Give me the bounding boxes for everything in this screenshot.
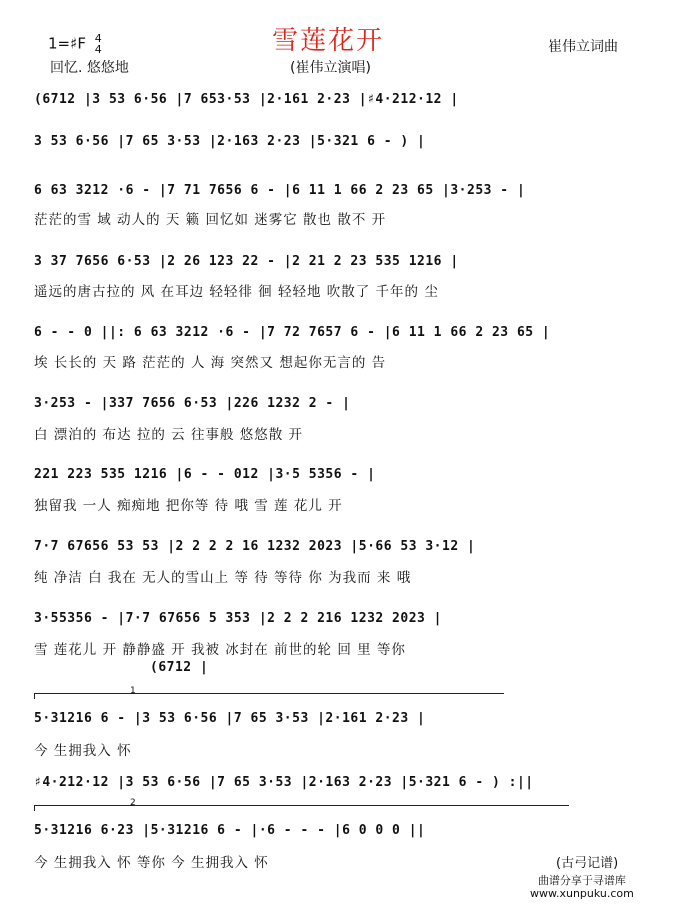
notation-line-1: (6712 |3 53 6·56 |7 653·53 |2·161 2·23 |♯4·212·12 |: [34, 92, 459, 107]
notation-credit: (古弓记谱): [556, 856, 619, 871]
volta-2-bracket: [34, 805, 569, 806]
footer-line-1: 曲谱分享于寻谱库: [537, 874, 626, 887]
volta-1-number: 1: [130, 686, 136, 696]
notation-line-12: 5·31216 6·23 |5·31216 6 - |·6 - - - |6 0 0 0 ||: [34, 823, 426, 838]
notation-pickup: (6712 |: [150, 660, 209, 675]
lyric-line-10: 今 生拥我入 怀: [34, 743, 132, 759]
notation-line-9: 3·55356 - |7·7 67656 5 353 |2 2 2 216 1232 2023 |: [34, 611, 443, 626]
lyric-line-6: 白 漂泊的 布达 拉的 云 往事般 悠悠散 开: [34, 427, 304, 443]
lyric-line-7: 独留我 一人 痴痴地 把你等 待 哦 雪 莲 花儿 开: [34, 498, 343, 514]
lyric-line-4: 遥远的唐古拉的 风 在耳边 轻轻徘 徊 轻轻地 吹散了 千年的 尘: [34, 284, 439, 300]
tempo-mood: 回忆. 悠悠地: [50, 60, 129, 76]
time-bottom: 4: [94, 43, 102, 56]
site-footer: [530, 874, 634, 900]
time-top: 4: [94, 32, 102, 45]
footer-line-2[interactable]: www.xunpuku.com: [530, 887, 634, 900]
volta-1-bracket: [34, 693, 504, 694]
notation-line-3: 6 63 3212 ·6 - |7 71 7656 6 - |6 11 1 66 2 23 65 |3·253 - |: [34, 183, 526, 198]
notation-line-6: 3·253 - |337 7656 6·53 |226 1232 2 - |: [34, 396, 351, 411]
lyric-line-3: 茫茫的雪 域 动人的 天 籁 回忆如 迷雾它 散也 散不 开: [34, 212, 387, 228]
key-signature: [48, 33, 102, 55]
lyric-line-9: 雪 莲花儿 开 静静盛 开 我被 冰封在 前世的轮 回 里 等你: [34, 642, 406, 658]
notation-line-2: 3 53 6·56 |7 65 3·53 |2·163 2·23 |5·321 6 - ) |: [34, 134, 426, 149]
key-text: 1=♯F: [48, 34, 86, 53]
lyric-line-8: 纯 净洁 白 我在 无人的雪山上 等 待 等待 你 为我而 来 哦: [34, 570, 412, 586]
volta-1-tick: [34, 693, 35, 699]
composer: 崔伟立词曲: [548, 39, 618, 55]
lyric-line-12: 今 生拥我入 怀 等你 今 生拥我入 怀: [34, 855, 269, 871]
notation-line-10: 5·31216 6 - |3 53 6·56 |7 65 3·53 |2·161 2·23 |: [34, 711, 426, 726]
notation-line-4: 3 37 7656 6·53 |2 26 123 22 - |2 21 2 23 535 1216 |: [34, 254, 459, 269]
song-title: 雪莲花开: [272, 26, 385, 56]
notation-line-8: 7·7 67656 53 53 |2 2 2 2 16 1232 2023 |5·66 53 3·12 |: [34, 539, 476, 554]
notation-line-11: ♯4·212·12 |3 53 6·56 |7 65 3·53 |2·163 2·23 |5·321 6 - ) :||: [34, 775, 534, 790]
time-signature: [95, 33, 102, 55]
volta-2-number: 2: [130, 798, 136, 808]
volta-2-tick: [34, 805, 35, 811]
performer: (崔伟立演唱): [290, 60, 371, 76]
notation-line-7: 221 223 535 1216 |6 - - 012 |3·5 5356 - |: [34, 467, 376, 482]
notation-line-5: 6 - - 0 ||: 6 63 3212 ·6 - |7 72 7657 6 - |6 11 1 66 2 23 65 |: [34, 325, 551, 340]
lyric-line-5: 埃 长长的 天 路 茫茫的 人 海 突然又 想起你无言的 告: [34, 355, 387, 371]
